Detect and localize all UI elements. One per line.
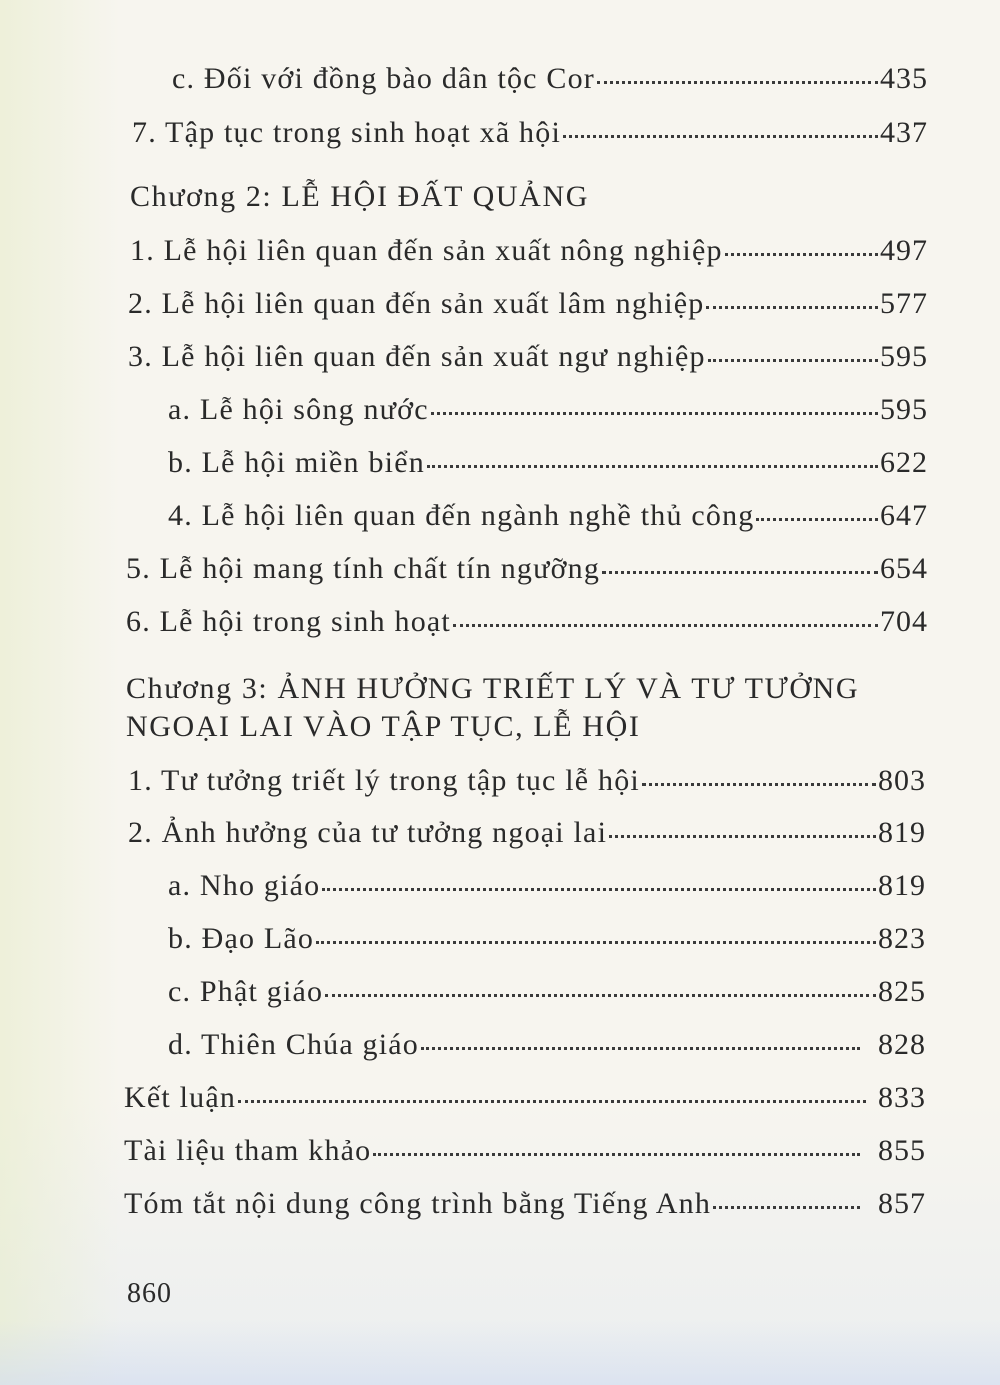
toc-entry	[126, 605, 928, 639]
toc-entry-page: 828	[878, 1028, 926, 1061]
toc-entry-page: 833	[878, 1081, 926, 1114]
toc-entry-page: 825	[878, 975, 926, 1008]
toc-entry	[168, 975, 926, 1009]
chapter-heading: Chương 2: LỄ HỘI ĐẤT QUẢNG	[130, 180, 589, 213]
chapter-heading	[126, 670, 859, 746]
toc-entry	[128, 816, 926, 850]
toc-entry-label: d. Thiên Chúa giáo	[168, 1028, 420, 1061]
toc-entry-page: 855	[878, 1134, 926, 1167]
toc-entry	[168, 499, 928, 533]
toc-entry-page: 435	[880, 62, 928, 95]
leader-dots	[563, 135, 878, 138]
toc-entry-label: 2. Lễ hội liên quan đến sản xuất lâm nghiệp	[128, 287, 705, 320]
leader-dots	[427, 465, 878, 468]
toc-entry-page: 819	[878, 869, 926, 902]
leader-dots	[597, 81, 878, 84]
toc-entry-page: 622	[880, 446, 928, 479]
toc-entry	[132, 116, 928, 150]
page-edge-shading	[0, 1320, 1000, 1385]
toc-entry-label: 6. Lễ hội trong sinh hoạt	[126, 605, 451, 638]
leader-dots	[322, 888, 876, 891]
leader-dots	[316, 941, 876, 944]
leader-dots	[642, 783, 876, 786]
leader-dots	[602, 571, 878, 574]
toc-entry-page: 497	[880, 234, 928, 267]
leader-dots	[453, 624, 878, 627]
toc-entry	[124, 1187, 926, 1221]
toc-entry	[168, 922, 926, 956]
toc-entry	[168, 869, 926, 903]
toc-entry-label: c. Phật giáo	[168, 975, 324, 1008]
toc-entry-label: a. Nho giáo	[168, 869, 321, 902]
toc-entry-page: 823	[878, 922, 926, 955]
toc-entry-page: 437	[880, 116, 928, 149]
toc-entry-label: a. Lễ hội sông nước	[168, 393, 429, 426]
toc-entry	[126, 552, 928, 586]
leader-dots	[373, 1153, 860, 1156]
leader-dots	[609, 835, 876, 838]
toc-entry-page: 647	[880, 499, 928, 532]
toc-entry-label: Kết luận	[124, 1081, 237, 1114]
toc-entry-label: b. Đạo Lão	[168, 922, 315, 955]
toc-entry-page: 857	[878, 1187, 926, 1220]
toc-entry-page: 704	[880, 605, 928, 638]
toc-entry-label: 1. Lễ hội liên quan đến sản xuất nông nghiệp	[130, 234, 723, 267]
leader-dots	[238, 1100, 866, 1103]
toc-entry	[168, 393, 928, 427]
toc-entry-label: b. Lễ hội miền biển	[168, 446, 425, 479]
toc-entry-page: 803	[878, 764, 926, 797]
toc-entry	[128, 340, 928, 374]
toc-entry-label: Tài liệu tham khảo	[124, 1134, 372, 1167]
toc-entry-page: 654	[880, 552, 928, 585]
chapter-heading-line: NGOẠI LAI VÀO TẬP TỤC, LỄ HỘI	[126, 710, 641, 743]
toc-entry	[128, 764, 926, 798]
toc-entry	[168, 446, 928, 480]
toc-entry-label: Tóm tắt nội dung công trình bằng Tiếng Anh	[124, 1187, 712, 1220]
leader-dots	[431, 412, 878, 415]
leader-dots	[756, 518, 878, 521]
toc-entry	[172, 62, 928, 96]
toc-entry	[128, 287, 928, 321]
toc-entry-label: 5. Lễ hội mang tính chất tín ngưỡng	[126, 552, 601, 585]
toc-entry-label: 7. Tập tục trong sinh hoạt xã hội	[132, 116, 561, 149]
leader-dots	[325, 994, 876, 997]
toc-entry-page: 577	[880, 287, 928, 320]
toc-entry-label: 3. Lễ hội liên quan đến sản xuất ngư nghiệp	[128, 340, 706, 373]
toc-entry	[168, 1028, 926, 1062]
leader-dots	[725, 253, 878, 256]
leader-dots	[708, 359, 878, 362]
toc-entry	[124, 1134, 926, 1168]
page-number: 860	[127, 1278, 172, 1309]
toc-entry-page: 819	[878, 816, 926, 849]
toc-entry	[130, 234, 928, 268]
toc-entry-label: 1. Tư tưởng triết lý trong tập tục lễ hội	[128, 764, 640, 797]
toc-entry-page: 595	[880, 340, 928, 373]
toc-entry	[124, 1081, 926, 1115]
toc-entry-label: 4. Lễ hội liên quan đến ngành nghề thủ công	[168, 499, 755, 532]
toc-entry-page: 595	[880, 393, 928, 426]
toc-entry-label: 2. Ảnh hưởng của tư tưởng ngoại lai	[128, 816, 608, 849]
leader-dots	[713, 1206, 860, 1209]
leader-dots	[421, 1047, 860, 1050]
chapter-heading-line: Chương 3: ẢNH HƯỞNG TRIẾT LÝ VÀ TƯ TƯỞNG	[126, 672, 860, 705]
leader-dots	[706, 306, 878, 309]
toc-entry-label: c. Đối với đồng bào dân tộc Cor	[172, 62, 595, 95]
